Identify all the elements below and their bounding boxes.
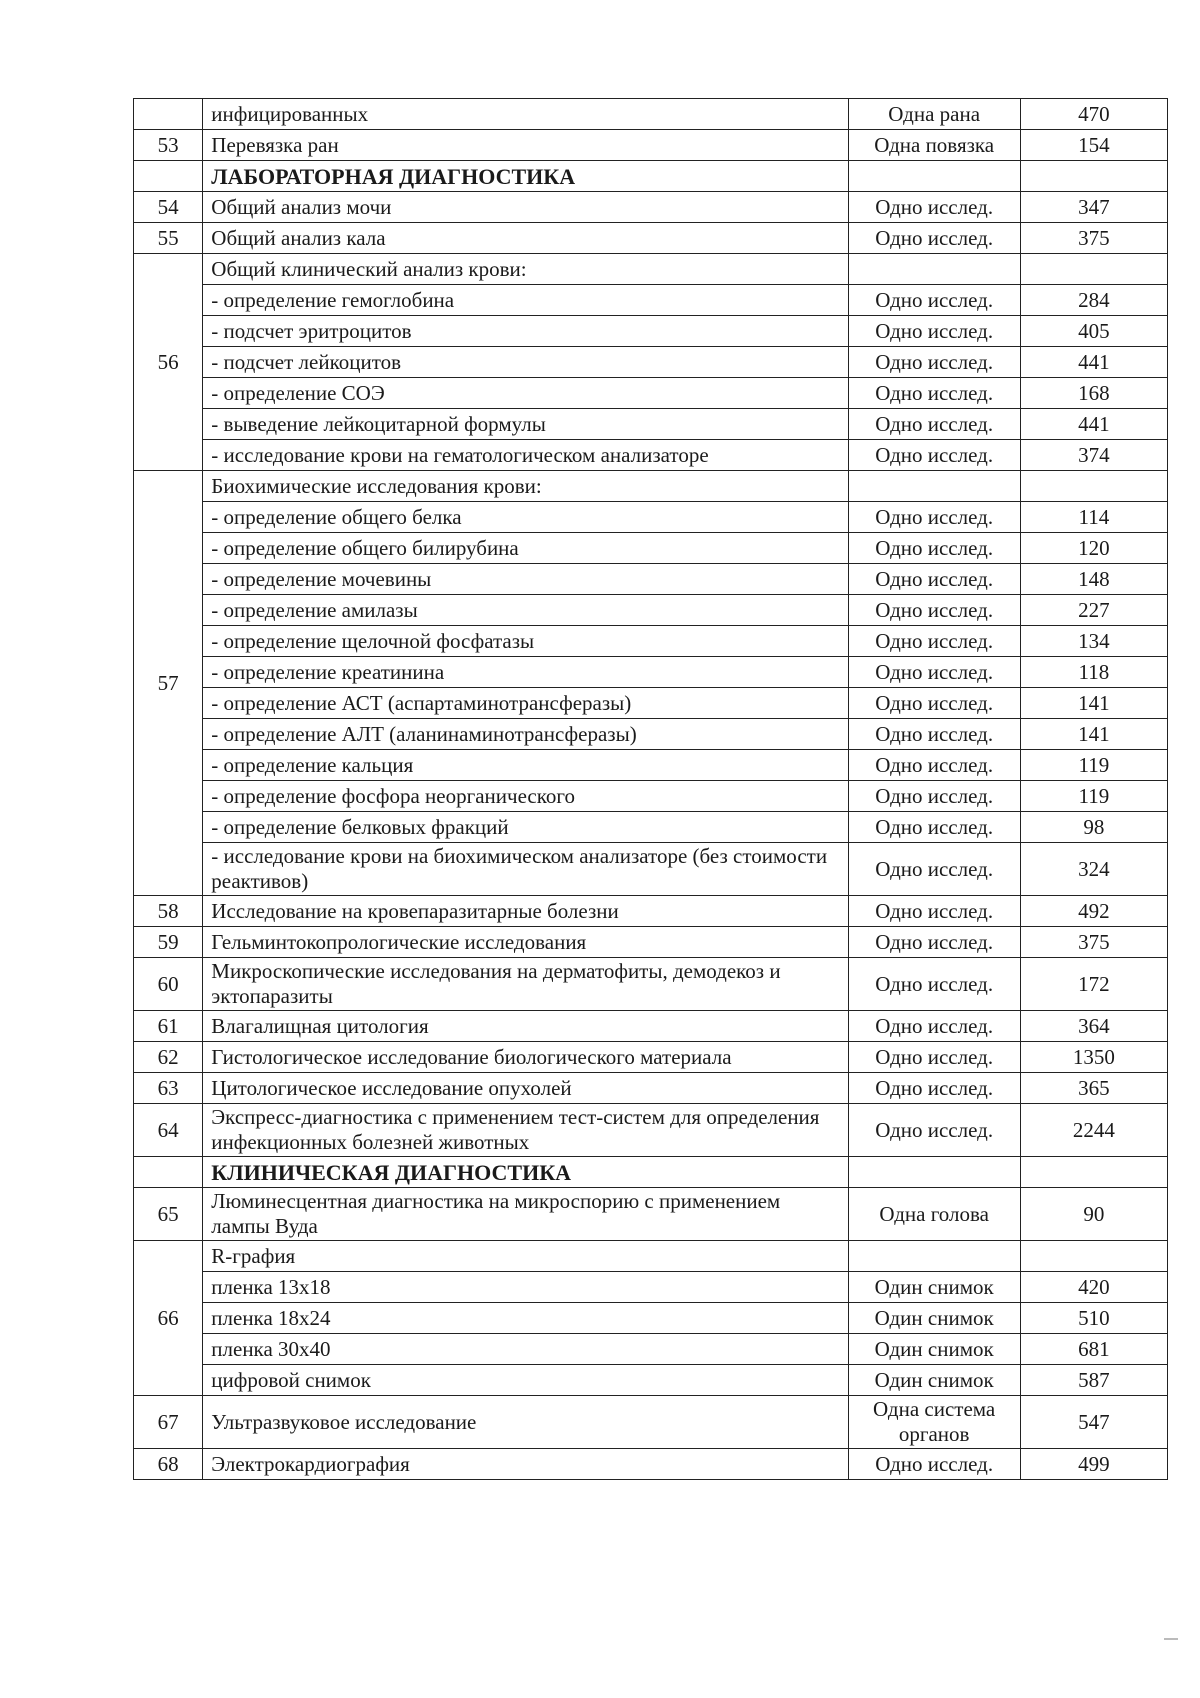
table-row (134, 223, 1168, 254)
unit-of-measure: Одно исслед. (848, 347, 1020, 378)
table-row (134, 688, 1168, 719)
price-value: 492 (1020, 896, 1167, 927)
service-name: Биохимические исследования крови: (203, 471, 848, 502)
price-value: 148 (1020, 564, 1167, 595)
row-number: 60 (134, 958, 203, 1011)
service-name: - определение СОЭ (203, 378, 848, 409)
table-row (134, 1365, 1168, 1396)
service-name: - определение щелочной фосфатазы (203, 626, 848, 657)
price-value (1020, 471, 1167, 502)
table-row (134, 626, 1168, 657)
price-value: 405 (1020, 316, 1167, 347)
table-row (134, 347, 1168, 378)
row-number: 53 (134, 130, 203, 161)
table-row (134, 927, 1168, 958)
unit-of-measure: Одно исслед. (848, 896, 1020, 927)
service-name: пленка 13х18 (203, 1272, 848, 1303)
unit-of-measure: Одно исслед. (848, 812, 1020, 843)
price-value: 441 (1020, 347, 1167, 378)
table-row (134, 99, 1168, 130)
unit-of-measure: Одно исслед. (848, 843, 1020, 896)
table-row (134, 1303, 1168, 1334)
service-name: - определение кальция (203, 750, 848, 781)
price-value: 2244 (1020, 1104, 1167, 1157)
row-number: 66 (134, 1241, 203, 1396)
price-value: 587 (1020, 1365, 1167, 1396)
unit-of-measure: Одно исслед. (848, 595, 1020, 626)
price-value: 141 (1020, 719, 1167, 750)
table-row (134, 192, 1168, 223)
price-value (1020, 1241, 1167, 1272)
price-value: 172 (1020, 958, 1167, 1011)
price-value (1020, 1157, 1167, 1188)
table-row (134, 471, 1168, 502)
unit-of-measure: Одно исслед. (848, 958, 1020, 1011)
table-row (134, 1396, 1168, 1449)
table-row (134, 958, 1168, 1011)
table-row (134, 378, 1168, 409)
unit-of-measure (848, 161, 1020, 192)
price-value: 119 (1020, 750, 1167, 781)
price-value: 141 (1020, 688, 1167, 719)
scan-mark (1164, 1638, 1178, 1640)
table-row (134, 657, 1168, 688)
unit-of-measure (848, 471, 1020, 502)
service-name: - подсчет эритроцитов (203, 316, 848, 347)
section-title: КЛИНИЧЕСКАЯ ДИАГНОСТИКА (203, 1157, 848, 1188)
row-number: 64 (134, 1104, 203, 1157)
price-value: 118 (1020, 657, 1167, 688)
service-name: Общий анализ кала (203, 223, 848, 254)
unit-of-measure: Одно исслед. (848, 927, 1020, 958)
table-row (134, 1334, 1168, 1365)
unit-of-measure: Одна рана (848, 99, 1020, 130)
row-number: 54 (134, 192, 203, 223)
row-number: 58 (134, 896, 203, 927)
service-name: - определение АЛТ (аланинаминотрансферазы) (203, 719, 848, 750)
table-row (134, 502, 1168, 533)
price-value: 375 (1020, 927, 1167, 958)
unit-of-measure: Одно исслед. (848, 626, 1020, 657)
unit-of-measure: Одно исслед. (848, 502, 1020, 533)
price-value: 681 (1020, 1334, 1167, 1365)
price-value: 324 (1020, 843, 1167, 896)
row-number: 62 (134, 1042, 203, 1073)
unit-of-measure: Один снимок (848, 1303, 1020, 1334)
unit-of-measure: Одно исслед. (848, 533, 1020, 564)
service-name: Электрокардиография (203, 1449, 848, 1480)
unit-of-measure: Одно исслед. (848, 1011, 1020, 1042)
table-row (134, 1073, 1168, 1104)
row-number: 57 (134, 471, 203, 896)
row-number: 68 (134, 1449, 203, 1480)
table-row (134, 409, 1168, 440)
price-value: 420 (1020, 1272, 1167, 1303)
price-value: 90 (1020, 1188, 1167, 1241)
unit-of-measure: Одно исслед. (848, 564, 1020, 595)
service-name: - определение общего белка (203, 502, 848, 533)
row-number: 65 (134, 1188, 203, 1241)
service-name: Влагалищная цитология (203, 1011, 848, 1042)
table-row (134, 781, 1168, 812)
service-name: - определение креатинина (203, 657, 848, 688)
price-value: 154 (1020, 130, 1167, 161)
unit-of-measure: Одна повязка (848, 130, 1020, 161)
service-name: Ультразвуковое исследование (203, 1396, 848, 1449)
unit-of-measure: Одно исслед. (848, 750, 1020, 781)
table-row (134, 316, 1168, 347)
price-value: 227 (1020, 595, 1167, 626)
section-header-row (134, 161, 1168, 192)
row-number: 59 (134, 927, 203, 958)
price-value: 168 (1020, 378, 1167, 409)
price-value: 1350 (1020, 1042, 1167, 1073)
unit-of-measure (848, 1157, 1020, 1188)
unit-of-measure: Одно исслед. (848, 1073, 1020, 1104)
service-name: Экспресс-диагностика с применением тест-систем для определения инфекционных болезней животных (203, 1104, 848, 1157)
price-value (1020, 254, 1167, 285)
unit-of-measure: Одно исслед. (848, 688, 1020, 719)
service-name: Цитологическое исследование опухолей (203, 1073, 848, 1104)
price-value: 510 (1020, 1303, 1167, 1334)
price-value: 499 (1020, 1449, 1167, 1480)
price-value: 547 (1020, 1396, 1167, 1449)
unit-of-measure: Один снимок (848, 1334, 1020, 1365)
price-value: 134 (1020, 626, 1167, 657)
service-name: Общий анализ мочи (203, 192, 848, 223)
row-number (134, 99, 203, 130)
table-row (134, 533, 1168, 564)
row-number: 61 (134, 1011, 203, 1042)
unit-of-measure: Одно исслед. (848, 440, 1020, 471)
price-value: 375 (1020, 223, 1167, 254)
table-row (134, 896, 1168, 927)
table-row (134, 1188, 1168, 1241)
unit-of-measure: Одно исслед. (848, 409, 1020, 440)
service-name: - выведение лейкоцитарной формулы (203, 409, 848, 440)
table-row (134, 1241, 1168, 1272)
unit-of-measure (848, 1241, 1020, 1272)
price-value: 365 (1020, 1073, 1167, 1104)
table-row (134, 1042, 1168, 1073)
service-name: пленка 30х40 (203, 1334, 848, 1365)
table-row (134, 595, 1168, 626)
service-name: Люминесцентная диагностика на микроспорию с применением лампы Вуда (203, 1188, 848, 1241)
price-value: 120 (1020, 533, 1167, 564)
row-number (134, 1157, 203, 1188)
service-name: Исследование на кровепаразитарные болезни (203, 896, 848, 927)
service-name: - исследование крови на биохимическом анализаторе (без стоимости реактивов) (203, 843, 848, 896)
price-value (1020, 161, 1167, 192)
row-number: 56 (134, 254, 203, 471)
row-number (134, 161, 203, 192)
unit-of-measure: Одно исслед. (848, 223, 1020, 254)
table-row (134, 1272, 1168, 1303)
table-row (134, 440, 1168, 471)
service-name: - определение АСТ (аспартаминотрансферазы) (203, 688, 848, 719)
unit-of-measure: Одно исслед. (848, 781, 1020, 812)
unit-of-measure: Одна голова (848, 1188, 1020, 1241)
table-row (134, 843, 1168, 896)
unit-of-measure: Одно исслед. (848, 285, 1020, 316)
unit-of-measure: Одно исслед. (848, 657, 1020, 688)
unit-of-measure (848, 254, 1020, 285)
price-value: 374 (1020, 440, 1167, 471)
service-name: Микроскопические исследования на дерматофиты, демодекоз и эктопаразиты (203, 958, 848, 1011)
row-number: 55 (134, 223, 203, 254)
unit-of-measure: Одна система органов (848, 1396, 1020, 1449)
service-name: инфицированных (203, 99, 848, 130)
unit-of-measure: Одно исслед. (848, 1104, 1020, 1157)
table-row (134, 1011, 1168, 1042)
table-row (134, 812, 1168, 843)
price-value: 347 (1020, 192, 1167, 223)
price-value: 364 (1020, 1011, 1167, 1042)
unit-of-measure: Одно исслед. (848, 1042, 1020, 1073)
unit-of-measure: Одно исслед. (848, 719, 1020, 750)
row-number: 67 (134, 1396, 203, 1449)
service-name: цифровой снимок (203, 1365, 848, 1396)
unit-of-measure: Одно исслед. (848, 1449, 1020, 1480)
table-row (134, 750, 1168, 781)
service-name: - определение белковых фракций (203, 812, 848, 843)
service-name: пленка 18х24 (203, 1303, 848, 1334)
section-header-row (134, 1157, 1168, 1188)
price-value: 441 (1020, 409, 1167, 440)
table-row (134, 719, 1168, 750)
price-value: 470 (1020, 99, 1167, 130)
table-row (134, 564, 1168, 595)
service-name: Гельминтокопрологические исследования (203, 927, 848, 958)
table-row (134, 285, 1168, 316)
service-name: - исследование крови на гематологическом анализаторе (203, 440, 848, 471)
section-title: ЛАБОРАТОРНАЯ ДИАГНОСТИКА (203, 161, 848, 192)
table-row (134, 130, 1168, 161)
table-row (134, 254, 1168, 285)
unit-of-measure: Один снимок (848, 1365, 1020, 1396)
service-name: Общий клинический анализ крови: (203, 254, 848, 285)
service-name: - определение мочевины (203, 564, 848, 595)
unit-of-measure: Одно исслед. (848, 378, 1020, 409)
price-value: 119 (1020, 781, 1167, 812)
service-name: - подсчет лейкоцитов (203, 347, 848, 378)
unit-of-measure: Одно исслед. (848, 192, 1020, 223)
price-value: 114 (1020, 502, 1167, 533)
table-row (134, 1104, 1168, 1157)
service-name: - определение общего билирубина (203, 533, 848, 564)
unit-of-measure: Одно исслед. (848, 316, 1020, 347)
service-name: - определение гемоглобина (203, 285, 848, 316)
row-number: 63 (134, 1073, 203, 1104)
unit-of-measure: Один снимок (848, 1272, 1020, 1303)
price-value: 98 (1020, 812, 1167, 843)
service-name: - определение фосфора неорганического (203, 781, 848, 812)
price-table (133, 98, 1168, 1480)
table-row (134, 1449, 1168, 1480)
service-name: Гистологическое исследование биологического материала (203, 1042, 848, 1073)
service-name: R-графия (203, 1241, 848, 1272)
service-name: Перевязка ран (203, 130, 848, 161)
service-name: - определение амилазы (203, 595, 848, 626)
price-value: 284 (1020, 285, 1167, 316)
